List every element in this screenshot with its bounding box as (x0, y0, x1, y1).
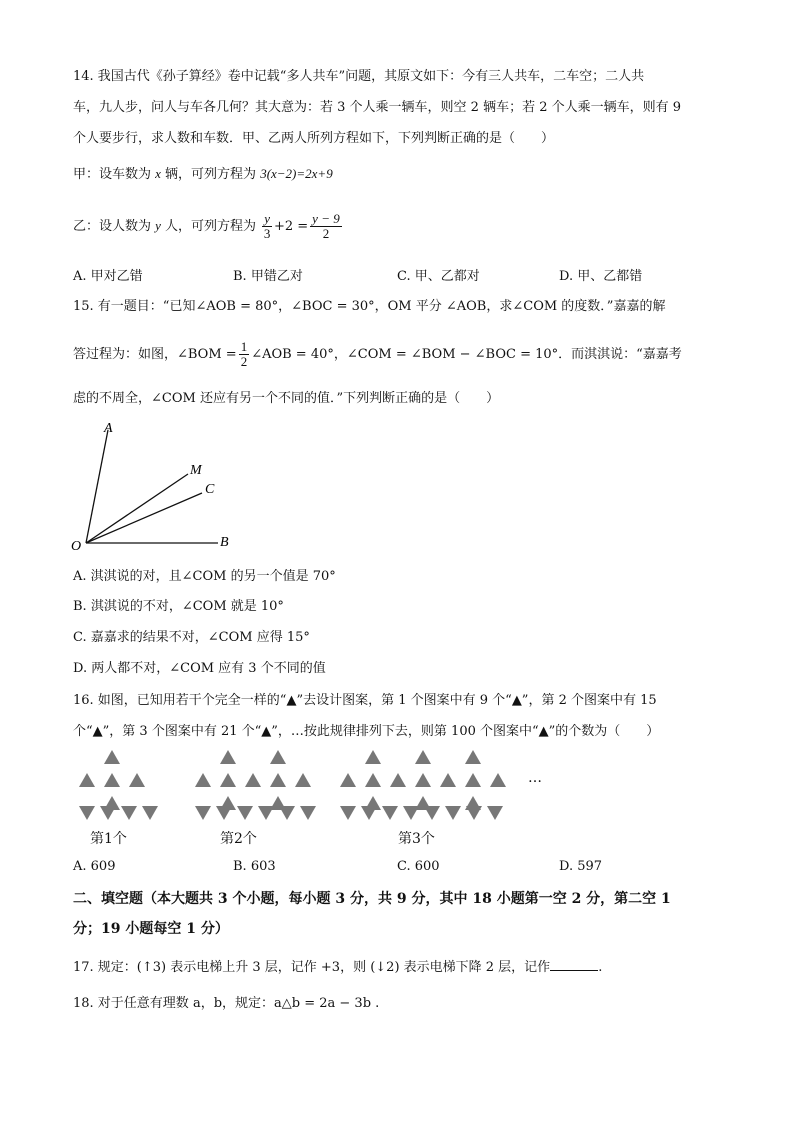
q14-yi-var: y (155, 218, 161, 233)
q16-option-b: B. 603 (233, 859, 276, 874)
pattern-ellipsis: … (528, 770, 542, 786)
triangle-up (415, 750, 431, 764)
triangle-down (100, 806, 116, 820)
q15-half-frac: $\frac{1}{2}$ (240, 339, 248, 369)
triangle-up (270, 773, 286, 787)
pattern-label-2: 第2个 (220, 831, 257, 847)
triangle-down (142, 806, 158, 820)
q15-line2-b: ∠AOB = 40°，∠COM = ∠BOM − ∠BOC = 10°．而淇淇说：“嘉嘉考 (251, 347, 682, 362)
q15-line1: 15. 有一题目：“已知∠AOB = 80°，∠BOC = 30°，OM 平分 ∠AOB，求∠COM 的度数．”嘉嘉的解 (73, 299, 666, 314)
triangle-up (220, 750, 236, 764)
triangle-up (440, 773, 456, 787)
triangle-down (279, 806, 295, 820)
triangle-up (415, 773, 431, 787)
q14-line2: 车，九人步，问人与车各几何？其大意为：若 3 个人乘一辆车，则空 2 辆车；若 2 个人乘一辆车，则有 9 (73, 100, 682, 115)
triangle-up (295, 773, 311, 787)
q16-option-d: D. 597 (559, 859, 603, 874)
q14-option-b: B. 甲错乙对 (233, 269, 303, 284)
triangle-down (361, 806, 377, 820)
triangle-down (403, 806, 419, 820)
q14-option-a: A. 甲对乙错 (73, 269, 143, 284)
section2-heading-line1: 二、填空题（本大题共 3 个小题，每小题 3 分，共 9 分，其中 18 小题第一空 2 分，第二空 1 (73, 891, 671, 907)
pattern-label-3: 第3个 (398, 831, 435, 847)
triangle-up (79, 773, 95, 787)
triangle-down (300, 806, 316, 820)
label-c: C (205, 482, 215, 497)
ray-oa (86, 430, 108, 543)
q14-yi-frac1: $\frac{y}{3}$ (263, 211, 271, 241)
q14-option-c: C. 甲、乙都对 (397, 269, 480, 284)
q15-option-a: A. 淇淇说的对，且∠COM 的另一个值是 70° (73, 569, 336, 584)
triangle-down (382, 806, 398, 820)
triangle-up (129, 773, 145, 787)
q17-period: . (598, 960, 603, 975)
q16-option-c: C. 600 (397, 859, 440, 874)
ray-oc (86, 493, 202, 543)
section2-heading-line2: 分；19 小题每空 1 分） (73, 921, 229, 937)
q17-text: 17. 规定：(↑3) 表示电梯上升 3 层，记作 +3，则 (↓2) 表示电梯下降 2 层，记作 (73, 960, 551, 975)
q14-line1: 14. 我国古代《孙子算经》卷中记载“多人共车”问题，其原文如下：今有三人共车，二车空；二人共 (73, 69, 645, 84)
q14-yi-plus: +2 = (273, 219, 309, 234)
triangle-down (216, 806, 232, 820)
q14-jia-equation: 3(x−2)=2x+9 (260, 166, 333, 181)
triangle-down (340, 806, 356, 820)
label-a: A (104, 421, 113, 436)
q16-line2: 个“▲”，第 3 个图案中有 21 个“▲”，…按此规律排列下去，则第 100 个图案中“▲”的个数为（ ） (73, 724, 660, 739)
triangle-up (390, 773, 406, 787)
q15-option-c: C. 嘉嘉求的结果不对，∠COM 应得 15° (73, 630, 310, 645)
q14-jia-mid: 辆，可列方程为 (160, 167, 261, 182)
triangle-up (365, 750, 381, 764)
triangle-down (258, 806, 274, 820)
triangle-down (466, 806, 482, 820)
triangle-up (220, 773, 236, 787)
label-m: M (190, 463, 202, 478)
ray-om (86, 474, 188, 543)
q16-option-a: A. 609 (73, 859, 116, 874)
triangle-up (104, 773, 120, 787)
triangle-down (195, 806, 211, 820)
triangle-up (245, 773, 261, 787)
pattern-label-1: 第1个 (90, 831, 127, 847)
q14-yi-frac2: $\frac{y - 9}{2}$ (312, 211, 340, 241)
triangle-down (445, 806, 461, 820)
q14-jia-prefix: 甲：设车数为 (73, 167, 156, 182)
triangle-down (487, 806, 503, 820)
triangle-up (195, 773, 211, 787)
q17 (73, 958, 602, 977)
q15-option-d: D. 两人都不对，∠COM 应有 3 个不同的值 (73, 661, 326, 676)
triangle-down (79, 806, 95, 820)
q14-line3: 个人要步行，求人数和车数．甲、乙两人所列方程如下，下列判断正确的是（ ） (73, 131, 555, 146)
q14-yi-prefix: 乙：设人数为 (73, 219, 156, 234)
triangle-down (121, 806, 137, 820)
triangle-up (340, 773, 356, 787)
triangle-up (365, 773, 381, 787)
triangle-down (237, 806, 253, 820)
q14-option-d: D. 甲、乙都错 (559, 269, 643, 284)
q14-yi-mid: 人，可列方程为 (160, 219, 261, 234)
triangle-down (424, 806, 440, 820)
q15-line3: 虑的不周全，∠COM 还应有另一个不同的值．”下列判断正确的是（ ） (73, 391, 500, 406)
q14-jia (73, 165, 333, 184)
q15-option-b: B. 淇淇说的不对，∠COM 就是 10° (73, 599, 284, 614)
triangle-up (490, 773, 506, 787)
q15-line2 (73, 337, 682, 373)
angle-figure (66, 416, 246, 556)
q15-line2-a: 答过程为：如图，∠BOM = (73, 347, 237, 362)
triangle-patterns (70, 745, 550, 825)
triangle-up (270, 750, 286, 764)
label-b: B (220, 535, 229, 550)
q18: 18. 对于任意有理数 a，b，规定：a△b = 2a − 3b . (73, 996, 380, 1011)
q16-line1: 16. 如图，已知用若干个完全一样的“▲”去设计图案，第 1 个图案中有 9 个“▲”，第 2 个图案中有 15 (73, 693, 657, 708)
triangle-up (465, 750, 481, 764)
label-o: O (71, 539, 82, 554)
triangle-up (465, 773, 481, 787)
q14-yi (73, 208, 344, 245)
q17-answer-blank[interactable] (550, 958, 598, 971)
q14-jia-var: x (155, 166, 161, 181)
triangle-up (104, 750, 120, 764)
